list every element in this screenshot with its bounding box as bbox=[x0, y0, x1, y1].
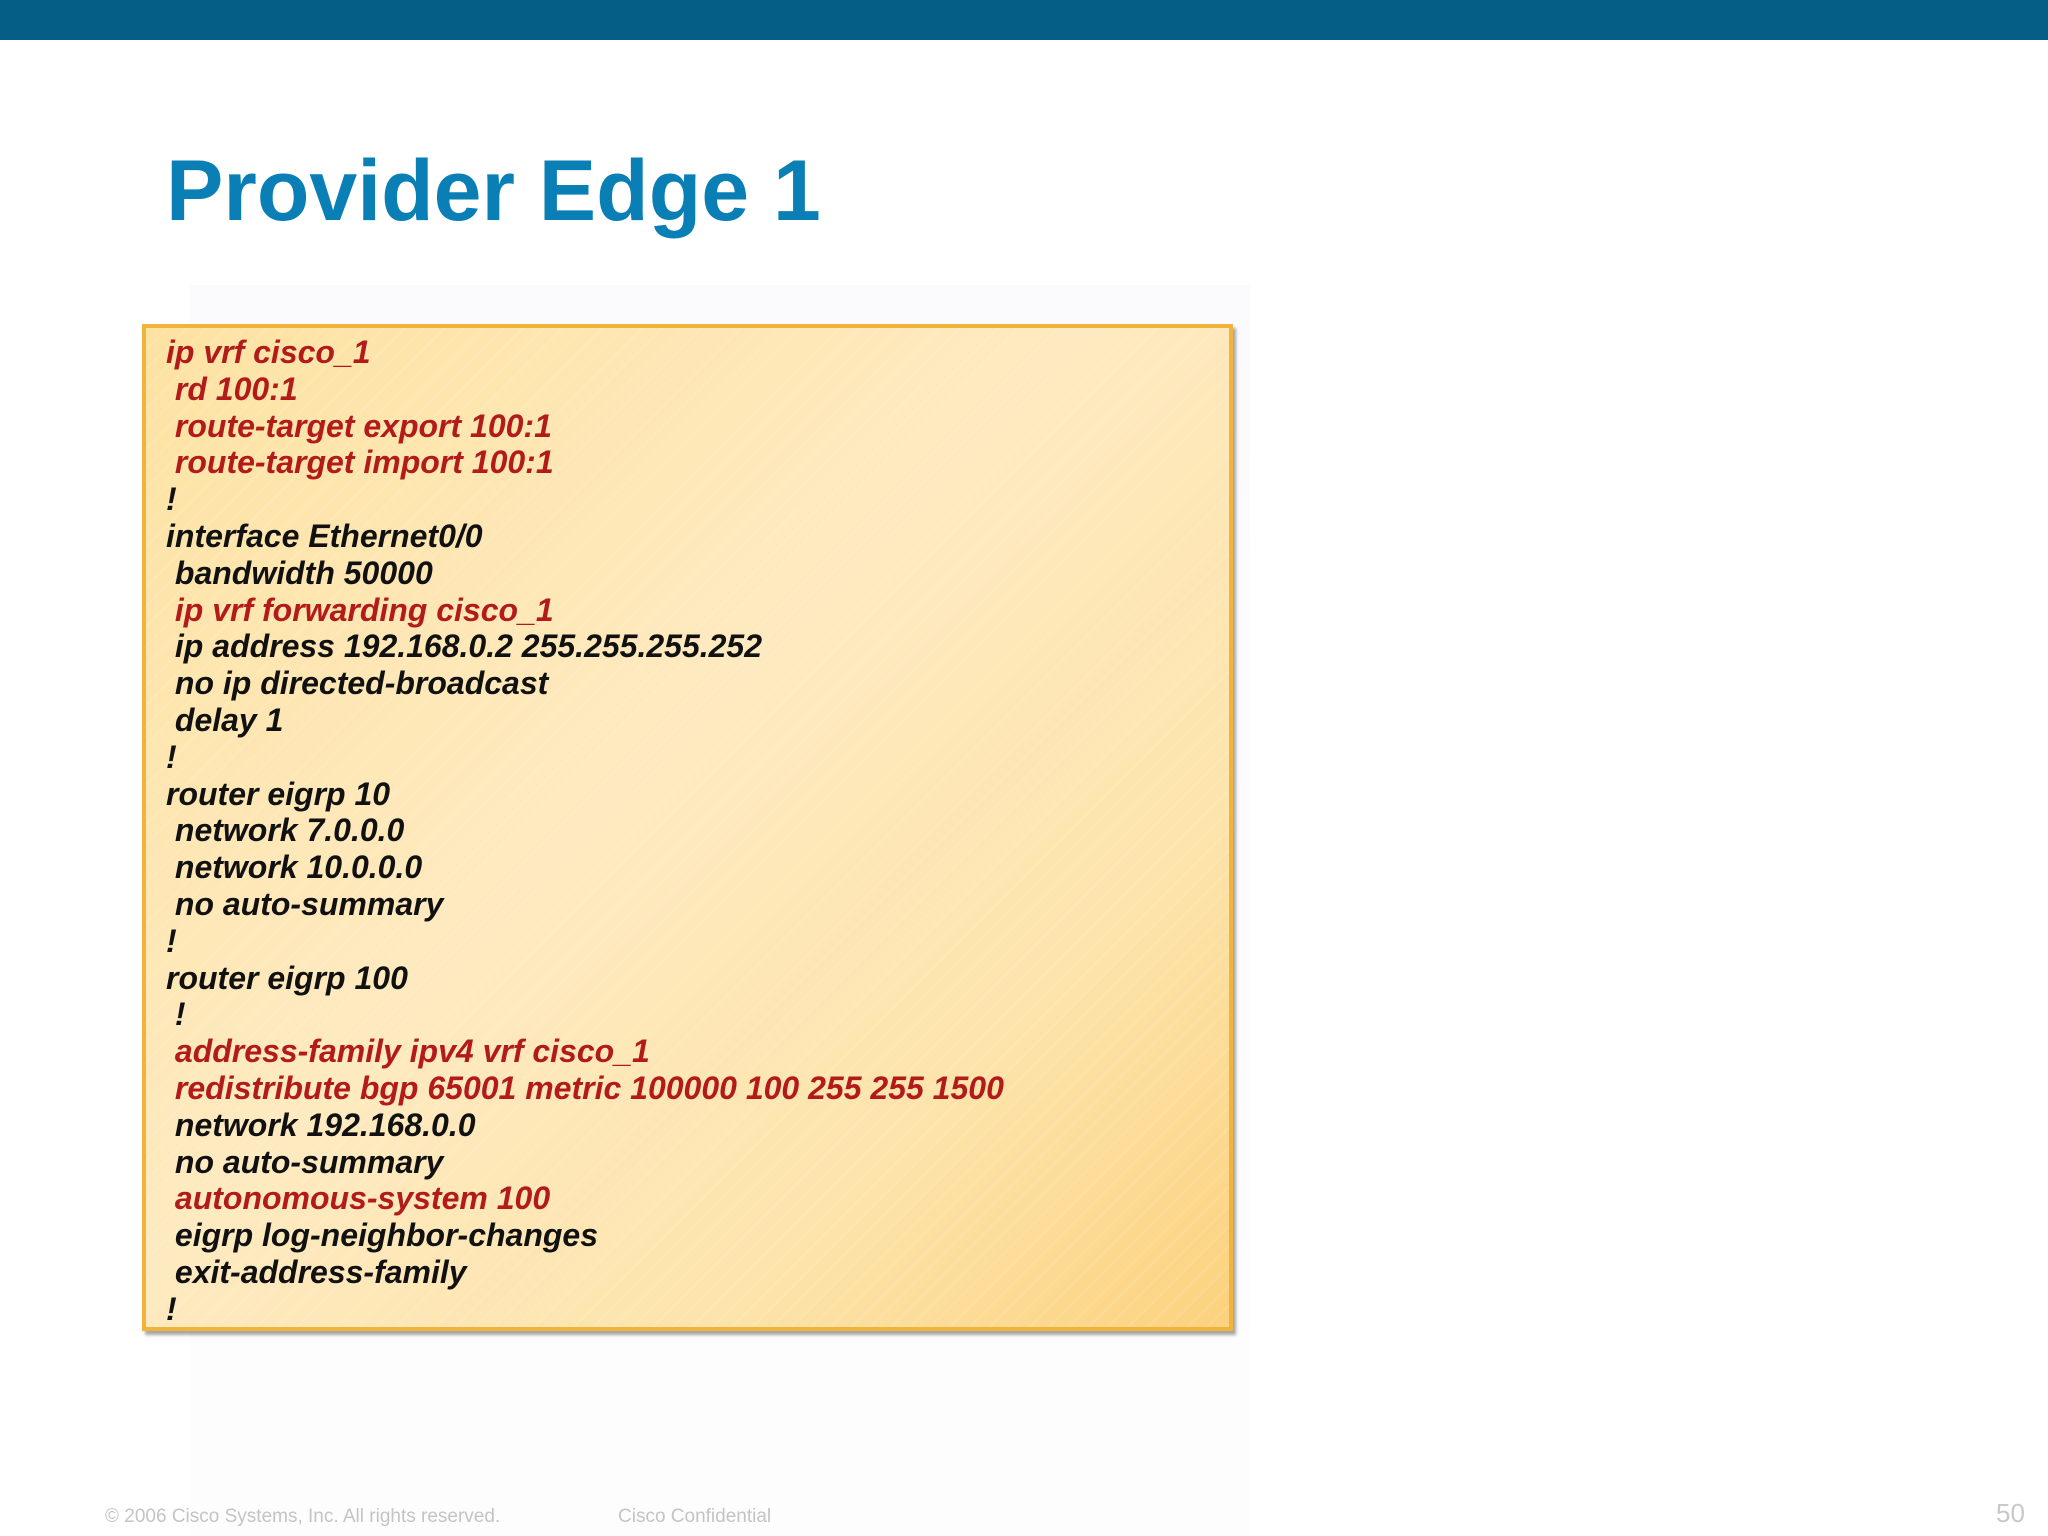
top-banner-bar bbox=[0, 0, 2048, 40]
config-code-box bbox=[142, 324, 1233, 1331]
config-line: interface Ethernet0/0 bbox=[166, 517, 483, 554]
config-line: autonomous-system 100 bbox=[166, 1180, 551, 1217]
config-line: network 7.0.0.0 bbox=[166, 812, 405, 849]
page-number: 50 bbox=[1996, 1498, 2025, 1528]
config-line: redistribute bgp 65001 metric 100000 100 255 255 1500 bbox=[166, 1069, 1004, 1106]
config-line: eigrp log-neighbor-changes bbox=[166, 1217, 599, 1254]
config-line: no ip directed-broadcast bbox=[166, 665, 549, 702]
config-line: delay 1 bbox=[166, 701, 284, 738]
config-line: exit-address-family bbox=[166, 1253, 467, 1290]
config-line: network 10.0.0.0 bbox=[166, 849, 423, 886]
config-line: bandwidth 50000 bbox=[166, 554, 433, 591]
config-line: ! bbox=[166, 922, 177, 959]
config-line: ip address 192.168.0.2 255.255.255.252 bbox=[166, 628, 763, 665]
config-line: ! bbox=[166, 996, 186, 1033]
config-line: network 192.168.0.0 bbox=[166, 1106, 476, 1143]
config-line: ! bbox=[166, 738, 177, 775]
config-line: ! bbox=[166, 1290, 177, 1327]
config-line: router eigrp 100 bbox=[166, 959, 408, 996]
config-line: route-target import 100:1 bbox=[166, 444, 554, 481]
config-line: rd 100:1 bbox=[166, 370, 298, 407]
config-line: no auto-summary bbox=[166, 885, 444, 922]
footer-copyright: © 2006 Cisco Systems, Inc. All rights reserved. bbox=[105, 1506, 501, 1527]
footer-confidential: Cisco Confidential bbox=[618, 1506, 772, 1527]
config-line: ip vrf cisco_1 bbox=[166, 334, 371, 370]
config-line: route-target export 100:1 bbox=[166, 407, 552, 444]
config-line: ! bbox=[166, 481, 177, 518]
config-code-listing bbox=[166, 334, 1004, 1328]
config-line: address-family ipv4 vrf cisco_1 bbox=[166, 1033, 650, 1070]
config-line: router eigrp 10 bbox=[166, 775, 391, 812]
slide-title: Provider Edge 1 bbox=[166, 143, 821, 239]
config-line: no auto-summary bbox=[166, 1143, 444, 1180]
config-line: ip vrf forwarding cisco_1 bbox=[166, 591, 554, 628]
